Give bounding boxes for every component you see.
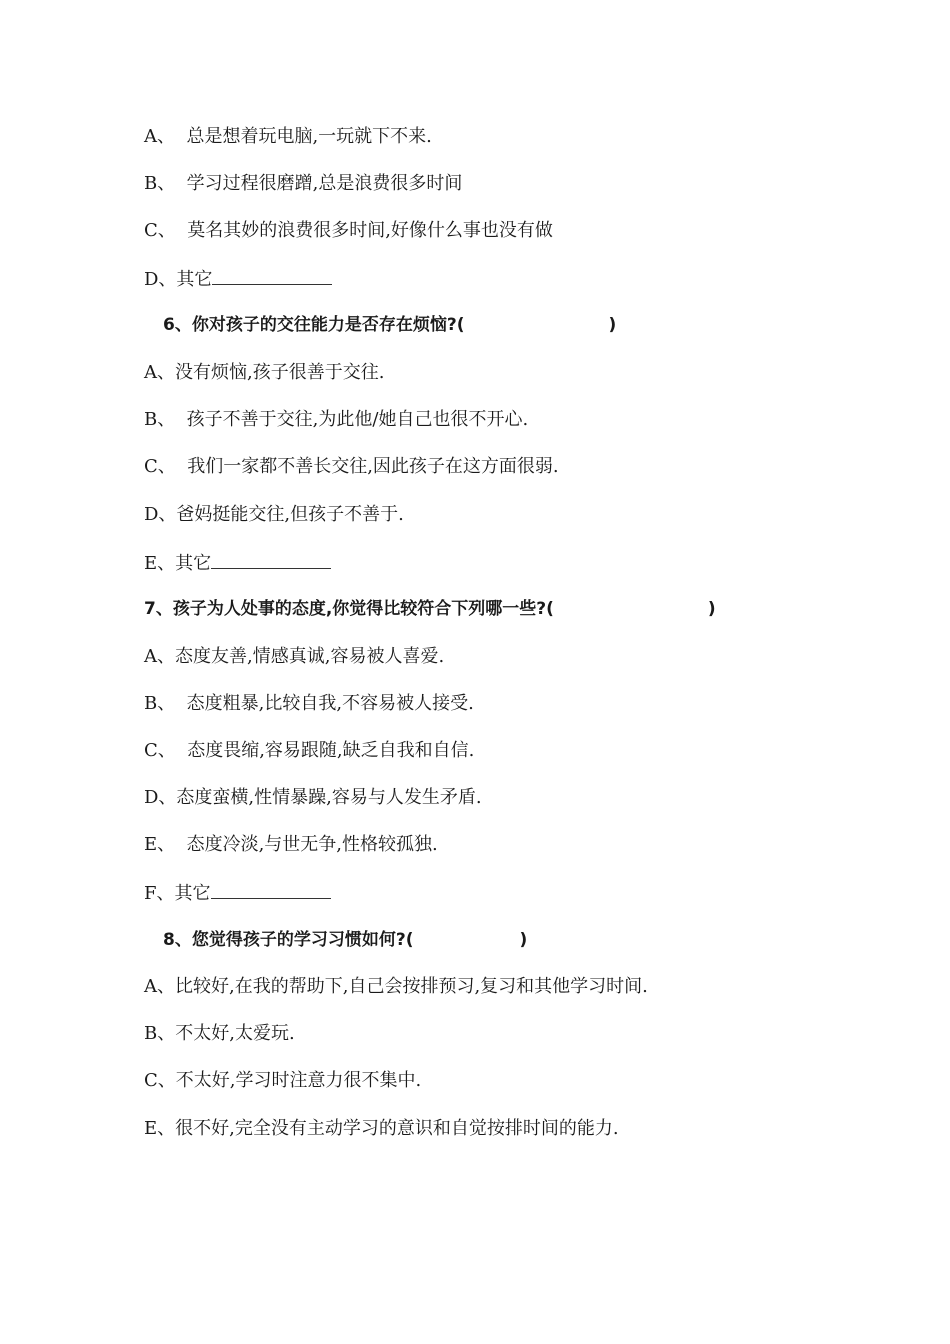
q7-option-e: E、 态度冷淡,与世无争,性格较孤独. [144,834,438,855]
q5-option-b: B、 学习过程很磨蹭,总是浪费很多时间 [144,173,463,194]
q8-option-c: C、不太好,学习时注意力很不集中. [144,1070,422,1091]
q5-option-c: C、 莫名其妙的浪费很多时间,好像什么事也没有做 [144,220,553,241]
q7-option-f-label: F、其它 [144,883,211,904]
q6-title [163,313,616,337]
q7-option-c: C、 态度畏缩,容易跟随,缺乏自我和自信. [144,740,475,761]
q7-option-f [144,880,331,906]
q8-title [163,928,527,952]
q5-option-d [144,266,332,292]
fill-in-blank[interactable] [211,550,331,569]
q8-option-a: A、比较好,在我的帮助下,自己会按排预习,复习和其他学习时间. [144,976,648,997]
q6-option-a: A、没有烦恼,孩子很善于交往. [144,362,385,383]
q8-title-close: ) [519,930,528,950]
q6-option-e-label: E、其它 [144,553,212,574]
q6-title-close: ) [608,315,617,335]
q7-option-d: D、态度蛮横,性情暴躁,容易与人发生矛盾. [144,787,482,808]
q6-option-d: D、爸妈挺能交往,但孩子不善于. [144,504,404,525]
q8-option-b: B、不太好,太爱玩. [144,1023,295,1044]
q5-option-a: A、 总是想着玩电脑,一玩就下不来. [144,126,432,147]
q7-title-text: 7、孩子为人处事的态度,你觉得比较符合下列哪一些?( [144,599,554,619]
q6-title-text: 6、你对孩子的交往能力是否存在烦恼?( [163,315,465,335]
q7-option-a: A、态度友善,情感真诚,容易被人喜爱. [144,646,445,667]
q7-title-close: ) [707,599,716,619]
q8-option-e: E、很不好,完全没有主动学习的意识和自觉按排时间的能力. [144,1118,619,1139]
q7-option-b: B、 态度粗暴,比较自我,不容易被人接受. [144,693,474,714]
q7-title [144,597,716,621]
q6-option-c: C、 我们一家都不善长交往,因此孩子在这方面很弱. [144,456,559,477]
q6-option-e [144,550,331,576]
q5-option-d-label: D、其它 [144,269,213,290]
fill-in-blank[interactable] [212,266,332,285]
fill-in-blank[interactable] [211,880,331,899]
q6-option-b: B、 孩子不善于交往,为此他/她自己也很不开心. [144,409,529,430]
q8-title-text: 8、您觉得孩子的学习习惯如何?( [163,930,414,950]
